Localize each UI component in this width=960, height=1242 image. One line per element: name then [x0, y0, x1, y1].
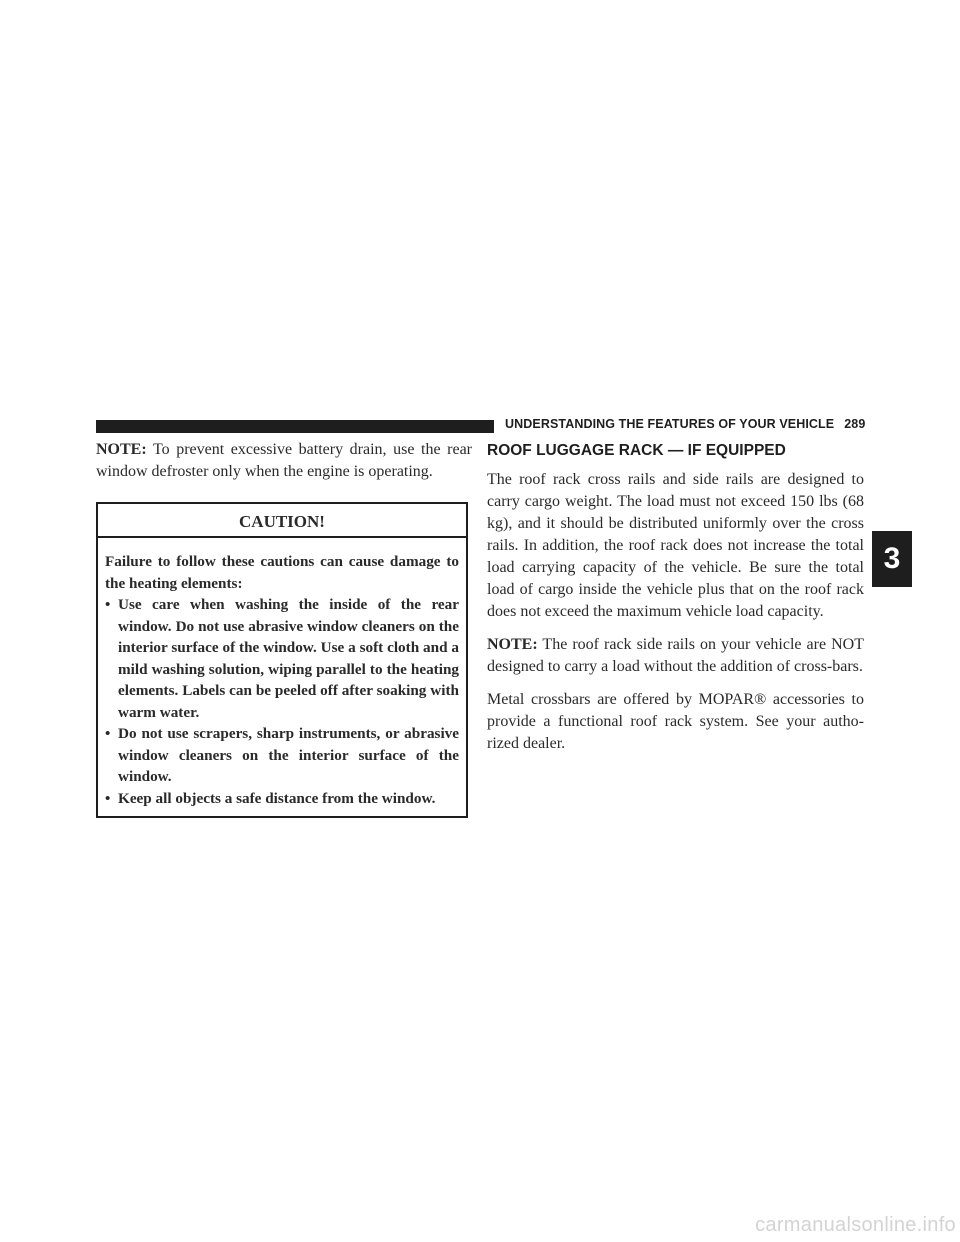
caution-item [105, 594, 459, 723]
caution-body [98, 538, 466, 816]
bullet-icon: • [105, 596, 111, 613]
chapter-tab: 3 [872, 531, 912, 587]
caution-box [96, 502, 468, 818]
note-text: To prevent excessive battery drain, use the rear window defroster only when the engine is operating. [96, 441, 472, 480]
bullet-icon: • [105, 725, 111, 742]
note-paragraph [96, 439, 472, 483]
section-heading: ROOF LUGGAGE RACK — IF EQUIPPED [487, 442, 786, 459]
note-paragraph [487, 634, 864, 678]
caution-item-text: Keep all objects a safe distance from the window. [118, 789, 436, 807]
caution-item-text: Use care when washing the inside of the rear window. Do not use abrasive window cleaners on the interior surface of the window. Use a soft cloth and a mild washing solution, wiping parallel to the heating elements. Labels can be peeled off after soaking with warm water. [118, 596, 459, 721]
page-number: 289 [844, 417, 866, 431]
body-paragraph: Metal crossbars are offered by MOPAR® accessories to provide a functional roof rack system. See your autho-rized dealer. [487, 691, 864, 752]
body-paragraph: The roof rack cross rails and side rails are designed to carry cargo weight. The load must not exceed 150 lbs (68 kg), and it should be distributed uniformly over the cross rails. In addition, the roof rack does not increase the total load carrying capacity of the vehicle. Be sure the total load of cargo inside the vehicle plus that on the roof rack does not exceed the maximum vehicle load capacity. [487, 471, 864, 620]
header-rule [96, 420, 494, 433]
bullet-icon: • [105, 789, 111, 807]
watermark [0, 1214, 960, 1237]
caution-item [105, 788, 459, 810]
left-column [96, 439, 472, 818]
running-header [505, 417, 865, 431]
watermark-text: carmanualsonline.info [755, 1214, 956, 1236]
caution-item-text: Do not use scrapers, sharp instruments, or abrasive window cleaners on the interior surface of the window. [118, 725, 459, 785]
caution-item [105, 723, 459, 788]
caution-intro: Failure to follow these cautions can cause damage to the heating elements: [105, 553, 459, 592]
note-text: The roof rack side rails on your vehicle are NOT designed to carry a load without the addition of cross-bars. [487, 636, 864, 675]
right-column [487, 441, 864, 755]
note-label: NOTE: [96, 441, 147, 458]
caution-list [105, 594, 459, 809]
note-label: NOTE: [487, 636, 538, 653]
header-title: UNDERSTANDING THE FEATURES OF YOUR VEHICLE [505, 417, 835, 431]
caution-title: CAUTION! [98, 504, 466, 538]
